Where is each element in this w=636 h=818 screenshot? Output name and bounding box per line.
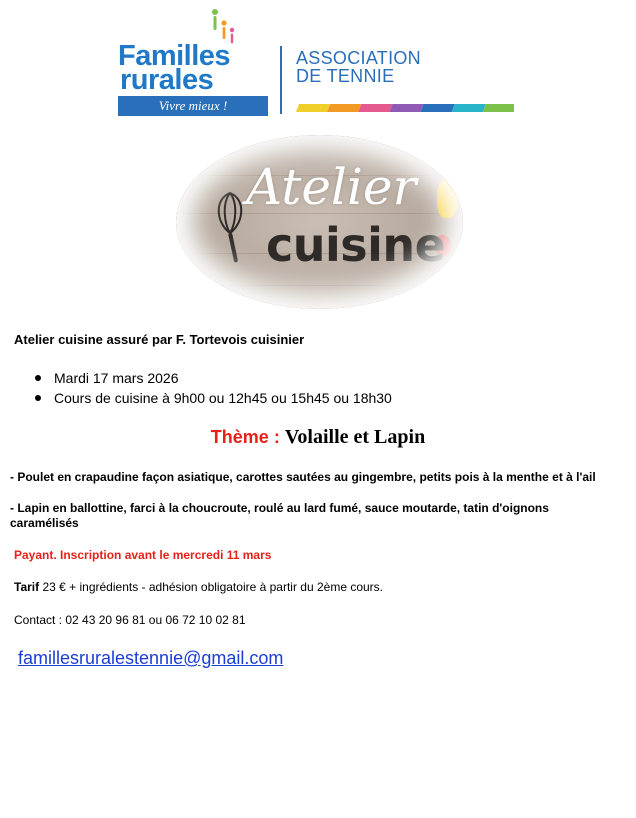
logo-word-familles: Familles [118, 40, 231, 72]
theme-label: Thème : [210, 427, 280, 447]
wood-grain [176, 285, 463, 286]
stripe-segment [358, 104, 392, 112]
wood-grain [176, 175, 463, 176]
stripe-segment [327, 104, 361, 112]
stripe-segment [421, 104, 455, 112]
stripe-segment [389, 104, 423, 112]
atelier-cuisine-banner [176, 135, 463, 309]
list-item: Mardi 17 mars 2026 [34, 368, 392, 388]
banner-title-atelier: Atelier [246, 158, 417, 216]
whisk-icon [210, 189, 250, 269]
banner-title-cuisine: cuisine [266, 218, 446, 272]
email-link[interactable]: famillesruralestennie@gmail.com [18, 648, 284, 668]
tarif-line [14, 580, 383, 594]
logo-word-rurales: rurales [120, 64, 214, 96]
dish-poulet: - Poulet en crapaudine façon asiatique, carottes sautées au gingembre, petits pois à la menthe et à l'ail [10, 470, 596, 484]
intro-text: Atelier cuisine assuré par F. Tortevois cuisinier [14, 332, 305, 347]
color-stripe [296, 104, 514, 112]
stripe-segment [296, 104, 330, 112]
logo-tagline: Vivre mieux ! [118, 96, 268, 116]
red-ingredient [435, 235, 451, 257]
association-name-line1: ASSOCIATION [296, 48, 421, 68]
tarif-text: 23 € + ingrédients - adhésion obligatoire à partir du 2ème cours. [39, 580, 383, 594]
wood-grain [176, 253, 463, 254]
wood-grain [176, 213, 463, 214]
theme-heading [0, 426, 636, 449]
familles-rurales-logo [116, 8, 516, 116]
dish-lapin: - Lapin en ballottine, farci à la choucroute, roulé au lard fumé, sauce moutarde, tatin d'oignons caramélisés [10, 501, 549, 530]
schedule-list [34, 368, 392, 408]
tarif-label: Tarif [14, 580, 40, 594]
yellow-ingredient [437, 180, 457, 218]
contact-line: Contact : 02 43 20 96 81 ou 06 72 10 02 81 [14, 613, 246, 627]
association-name-line2: DE TENNIE [296, 66, 395, 86]
logo-separator [280, 46, 282, 114]
theme-value: Volaille et Lapin [284, 426, 426, 448]
payment-notice: Payant. Inscription avant le mercredi 11 mars [14, 548, 272, 562]
list-item: Cours de cuisine à 9h00 ou 12h45 ou 15h45 ou 18h30 [34, 388, 392, 408]
stripe-segment [452, 104, 486, 112]
stripe-segment [483, 104, 514, 112]
